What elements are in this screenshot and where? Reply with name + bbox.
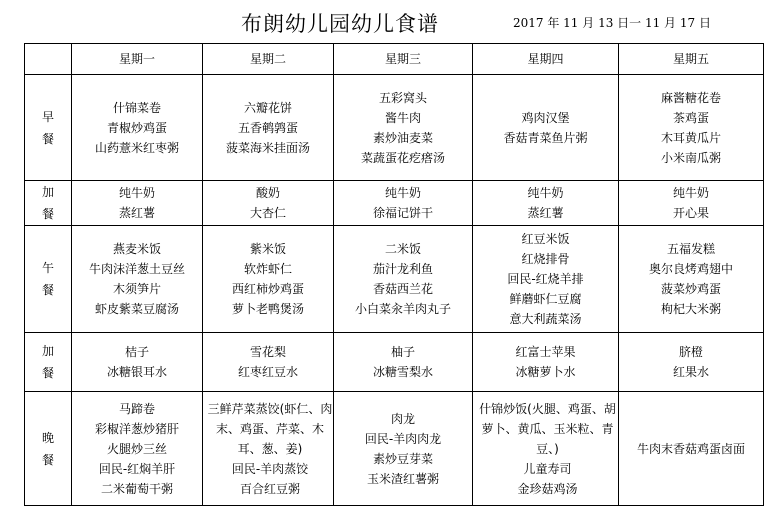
menu-item: 回民-羊肉肉龙: [364, 431, 442, 446]
menu-item: 木须笋片: [112, 282, 161, 296]
menu-item: 红果水: [672, 365, 709, 379]
menu-item: 雪花梨: [249, 345, 286, 359]
menu-cell: [473, 392, 619, 506]
menu-item: 五福发糕: [666, 242, 715, 256]
menu-cell: [334, 392, 473, 506]
menu-item: 麻酱糖花卷: [660, 90, 721, 105]
menu-item: 软炸虾仁: [243, 262, 292, 276]
menu-item: 二米饭: [384, 242, 421, 256]
menu-cell: [203, 75, 334, 181]
menu-item: 回民-红焖羊肝: [98, 461, 176, 476]
meal-row-breakfast: [25, 75, 764, 181]
menu-item: 鸡肉汉堡: [521, 110, 570, 125]
menu-cell: [619, 333, 764, 392]
meal-label: 午 餐: [25, 226, 72, 333]
meal-row-lunch: [25, 226, 764, 333]
menu-item: 脐橙: [678, 345, 703, 359]
meal-row-snack-pm: [25, 333, 764, 392]
menu-item: 冰糖银耳水: [106, 365, 167, 379]
meal-label: 晚 餐: [25, 392, 72, 506]
menu-item: 酱牛肉: [384, 110, 421, 125]
menu-item: 纯牛奶: [118, 186, 155, 200]
day-header-wednesday: 星期三: [334, 44, 473, 75]
menu-item: 木耳黄瓜片: [660, 130, 721, 145]
day-header-monday: 星期一: [72, 44, 203, 75]
menu-item: 菠菜海米挂面汤: [225, 140, 310, 155]
menu-cell: [334, 226, 473, 333]
menu-item: 酸奶: [255, 186, 280, 200]
menu-item: 鲜蘑虾仁豆腐: [509, 292, 582, 306]
menu-item: 青椒炒鸡蛋: [106, 120, 167, 135]
menu-item: 蒸红薯: [118, 206, 155, 220]
menu-item: 马蹄卷: [118, 401, 155, 416]
menu-item: 金珍菇鸡汤: [517, 481, 578, 496]
menu-item: 意大利蔬菜汤: [509, 312, 582, 326]
day-header-thursday: 星期四: [473, 44, 619, 75]
menu-item: 回民-羊肉蒸饺: [231, 461, 309, 476]
menu-item: 柚子: [390, 345, 415, 359]
menu-item: 回民-红烧羊排: [507, 272, 584, 286]
date-range: 2017 年 11 月 13 日一 11 月 17 日: [513, 16, 711, 30]
menu-item: 开心果: [672, 206, 709, 220]
menu-item: 红富士苹果: [515, 345, 576, 359]
menu-item: 徐福记饼干: [372, 206, 433, 220]
menu-item: 香菇西兰花: [372, 282, 433, 296]
meal-row-dinner: [25, 392, 764, 506]
menu-item: 桔子: [124, 345, 149, 359]
menu-item: 纯牛奶: [384, 186, 421, 200]
menu-item: 蒸红薯: [527, 206, 564, 220]
menu-cell: [334, 181, 473, 226]
menu-cell: [72, 181, 203, 226]
menu-item: 五香鹌鹑蛋: [237, 120, 298, 135]
menu-item: 奥尔良烤鸡翅中: [648, 262, 733, 276]
day-header-tuesday: 星期二: [203, 44, 334, 75]
menu-item: 五彩窝头: [378, 90, 427, 105]
menu-cell: [72, 333, 203, 392]
menu-item: 西红柿炒鸡蛋: [231, 282, 304, 296]
menu-item: 百合红豆粥: [239, 481, 300, 496]
menu-item: 紫米饭: [249, 242, 286, 256]
menu-item: 燕麦米饭: [112, 242, 161, 256]
menu-item: 萝卜老鸭煲汤: [231, 302, 304, 316]
menu-item: 虾皮紫菜豆腐汤: [94, 302, 179, 316]
menu-cell: [619, 226, 764, 333]
menu-item: 二米葡萄干粥: [100, 481, 173, 496]
menu-cell: [619, 181, 764, 226]
meal-label: 早 餐: [25, 75, 72, 181]
menu-item: 冰糖萝卜水: [515, 365, 576, 379]
menu-item: 三鲜芹菜蒸饺(虾仁、肉末、鸡蛋、芹菜、木耳、葱、姜): [207, 401, 333, 456]
menu-cell: [72, 226, 203, 333]
menu-item: 素炒油麦菜: [372, 130, 433, 145]
menu-cell: [334, 75, 473, 181]
menu-cell: [619, 75, 764, 181]
menu-item: 红枣红豆水: [237, 365, 298, 379]
menu-cell: [473, 226, 619, 333]
meal-label: 加 餐: [25, 333, 72, 392]
menu-item: 玉米渣红薯粥: [366, 471, 439, 486]
menu-cell: [72, 392, 203, 506]
menu-item: 茶鸡蛋: [672, 110, 709, 125]
menu-table: [24, 43, 764, 506]
menu-item: 枸杞大米粥: [660, 302, 721, 316]
menu-item: 菠菜炒鸡蛋: [660, 282, 721, 296]
menu-item: 小白菜汆羊肉丸子: [354, 302, 451, 316]
header-row: [25, 44, 764, 75]
menu-item: 茄汁龙利鱼: [372, 262, 433, 276]
menu-item: 什锦炒饭(火腿、鸡蛋、胡萝卜、黄瓜、玉米粒、青豆、): [479, 401, 616, 456]
menu-cell: [619, 392, 764, 506]
menu-item: 山药薏米红枣粥: [94, 140, 179, 155]
menu-item: 牛肉沫洋葱土豆丝: [88, 262, 185, 276]
menu-item: 冰糖雪梨水: [372, 365, 433, 379]
menu-cell: [473, 181, 619, 226]
menu-item: 六瓣花饼: [243, 100, 292, 115]
menu-cell: [203, 226, 334, 333]
menu-item: 菜蔬蛋花疙瘩汤: [360, 150, 445, 165]
menu-item: 香菇青菜鱼片粥: [503, 130, 588, 145]
menu-item: 红烧排骨: [521, 252, 570, 266]
day-header-friday: 星期五: [619, 44, 764, 75]
menu-cell: [473, 75, 619, 181]
menu-item: 素炒豆芽菜: [372, 451, 433, 466]
menu-item: 肉龙: [390, 411, 415, 426]
menu-item: 大杏仁: [249, 206, 286, 220]
menu-item: 红豆米饭: [521, 232, 570, 246]
corner-cell: [25, 44, 72, 75]
menu-item: 火腿炒三丝: [106, 441, 167, 456]
menu-cell: [334, 333, 473, 392]
menu-cell: [203, 333, 334, 392]
meal-label: 加 餐: [25, 181, 72, 226]
menu-item: 儿童寿司: [523, 461, 572, 476]
menu-cell: [473, 333, 619, 392]
menu-item: 小米南瓜粥: [660, 150, 721, 165]
menu-cell: [203, 181, 334, 226]
menu-item: 牛肉末香菇鸡蛋卤面: [636, 441, 745, 456]
menu-item: 纯牛奶: [672, 186, 709, 200]
meal-row-snack-am: [25, 181, 764, 226]
menu-item: 什锦菜卷: [112, 100, 161, 115]
menu-item: 彩椒洋葱炒猪肝: [94, 421, 179, 436]
menu-cell: [72, 75, 203, 181]
menu-cell: [203, 392, 334, 506]
menu-item: 纯牛奶: [527, 186, 564, 200]
page-title: 布朗幼儿园幼儿食谱: [241, 12, 439, 36]
